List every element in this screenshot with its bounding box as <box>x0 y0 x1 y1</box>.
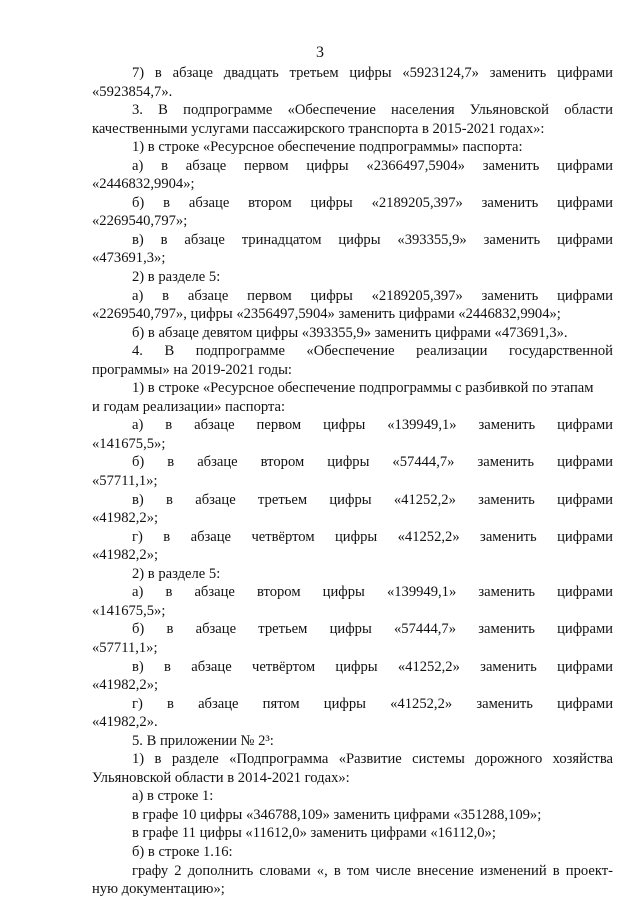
text-line: графу 2 дополнить словами «, в том числе внесение изменений в проект- <box>132 862 613 879</box>
text-line: «2269540,797», цифры «2356497,5904» заменить цифрами «2446832,9904»; <box>92 306 561 323</box>
text-line: и годам реализации» паспорта: <box>92 398 286 415</box>
text-line: 2) в разделе 5: <box>132 269 221 286</box>
text-line: 1) в строке «Ресурсное обеспечение подпрограммы с разбивкой по этапам <box>132 380 594 397</box>
text-line: «141675,5»; <box>92 435 166 452</box>
text-line: «473691,3»; <box>92 250 166 267</box>
text-line: «41982,2»; <box>92 677 159 694</box>
text-line: а) в абзаце первом цифры «2189205,397» заменить цифрами <box>132 287 613 304</box>
text-line: Ульяновской области в 2014-2021 годах»: <box>92 769 350 786</box>
text-line: «2269540,797»; <box>92 213 188 230</box>
text-line: б) в строке 1.16: <box>132 843 233 860</box>
text-line: «41982,2»; <box>92 547 159 564</box>
text-line: 5. В приложении № 2³: <box>132 732 274 749</box>
text-line: б) в абзаце девятом цифры «393355,9» заменить цифрами «473691,3». <box>132 324 568 341</box>
text-line: «2446832,9904»; <box>92 176 195 193</box>
document-body <box>92 64 613 899</box>
text-line: «57711,1»; <box>92 473 158 490</box>
text-line: в) в абзаце тринадцатом цифры «393355,9» заменить цифрами <box>132 231 613 248</box>
text-line: ную документацию»; <box>92 881 225 898</box>
text-line: в) в абзаце третьем цифры «41252,2» заменить цифрами <box>132 491 613 508</box>
text-line: в графе 10 цифры «346788,109» заменить цифрами «351288,109»; <box>132 806 542 823</box>
text-line: а) в абзаце первом цифры «2366497,5904» заменить цифрами <box>132 157 613 174</box>
text-line: г) в абзаце четвёртом цифры «41252,2» заменить цифрами <box>132 528 613 545</box>
text-line: а) в абзаце первом цифры «139949,1» заменить цифрами <box>132 417 613 434</box>
text-line: в графе 11 цифры «11612,0» заменить цифрами «16112,0»; <box>132 825 496 842</box>
text-line: в) в абзаце четвёртом цифры «41252,2» заменить цифрами <box>132 658 613 675</box>
text-line: г) в абзаце пятом цифры «41252,2» заменить цифрами <box>132 695 613 712</box>
text-line: 3. В подпрограмме «Обеспечение населения Ульяновской области <box>132 102 613 119</box>
text-line: 1) в строке «Ресурсное обеспечение подпрограммы» паспорта: <box>132 139 523 156</box>
text-line: «141675,5»; <box>92 602 166 619</box>
page-number: 3 <box>316 44 324 61</box>
text-line: «57711,1»; <box>92 639 158 656</box>
text-line: «5923854,7». <box>92 83 173 100</box>
text-line: б) в абзаце втором цифры «2189205,397» заменить цифрами <box>132 194 613 211</box>
text-line: «41982,2»; <box>92 510 159 527</box>
text-line: а) в строке 1: <box>132 788 214 805</box>
text-line: «41982,2». <box>92 714 158 731</box>
text-line: 7) в абзаце двадцать третьем цифры «5923124,7» заменить цифрами <box>132 65 613 81</box>
text-line: 4. В подпрограмме «Обеспечение реализации государственной <box>132 343 613 360</box>
text-line: качественными услугами пассажирского транспорта в 2015-2021 годах»: <box>92 120 545 137</box>
text-line: 1) в разделе «Подпрограмма «Развитие системы дорожного хозяйства <box>132 751 613 768</box>
text-line: программы» на 2019-2021 годы: <box>92 361 292 378</box>
text-line: 2) в разделе 5: <box>132 565 221 582</box>
text-line: а) в абзаце втором цифры «139949,1» заменить цифрами <box>132 584 613 601</box>
text-line: б) в абзаце втором цифры «57444,7» заменить цифрами <box>132 454 613 471</box>
text-line: б) в абзаце третьем цифры «57444,7» заменить цифрами <box>132 621 613 638</box>
